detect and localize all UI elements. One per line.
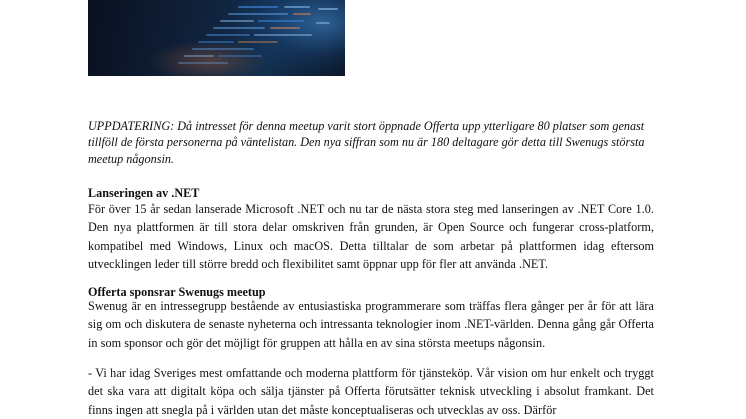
code-line [318,8,338,10]
code-line [284,6,310,8]
code-line [184,55,214,57]
code-line [238,6,278,8]
code-line [258,20,304,22]
code-line [178,62,228,64]
update-notice: UPPDATERING: Då intresset för denna meetup varit stort öppnade Offerta upp ytterligare 80 platser som genast tillföll de första personerna på väntelistan. Den nya siffran som nu är 180 deltagare gör detta till Swenugs största meetup någonsin. [88,119,645,166]
code-line [270,27,300,29]
code-line [293,13,311,15]
section-heading-net-launch: Lanseringen av .NET [88,186,200,200]
code-line [220,20,254,22]
code-line [254,34,312,36]
code-line [198,41,234,43]
code-line [218,55,262,57]
code-line [228,13,288,15]
code-line [213,27,265,29]
code-line [238,41,278,43]
code-line [316,22,330,24]
section-paragraph-offerta-sponsor: Swenug är en intressegrupp bestående av entusiastiska programmerare som träffas flera gånger per år för att lära sig om och diskutera de senaste nyheterna och intressanta teknologier inom .NET-världen. Denna gång går Offerta in som sponsor och gör det möjligt för gruppen att hålla en av sina största meetups någonsin. [88,299,654,350]
section-paragraph-offerta-quote: - Vi har idag Sveriges mest omfattande och moderna plattform för tjänsteköp. Vår vision om hur enkelt och tryggt det ska vara att digitalt köpa och sälja tjänster på Offerta förutsätter teknisk utveckling i absolut framkant. Det finns ingen att snegla på i världen utan det måste konceptualiseras och utvecklas av oss. Därför [88,366,654,417]
code-line [192,48,254,50]
section-paragraph-net-launch: För över 15 år sedan lanserade Microsoft .NET och nu tar de nästa stora steg med lanseringen av .NET Core 1.0. Den nya plattformen är till stora delar omskriven från grunden, är Open Source och fungerar cross-platform, kompatibel med Windows, Linux och macOS. Detta tilltalar de som arbetar på plattformen idag eftersom utvecklingen leder till större bredd och flexibilitet samt öppnar upp för fler att använda .NET. [88,202,654,272]
section-heading-offerta-sponsor: Offerta sponsrar Swenugs meetup [88,285,266,299]
code-line [206,34,250,36]
hero-glow [235,0,345,76]
code-screen-image [88,0,345,76]
